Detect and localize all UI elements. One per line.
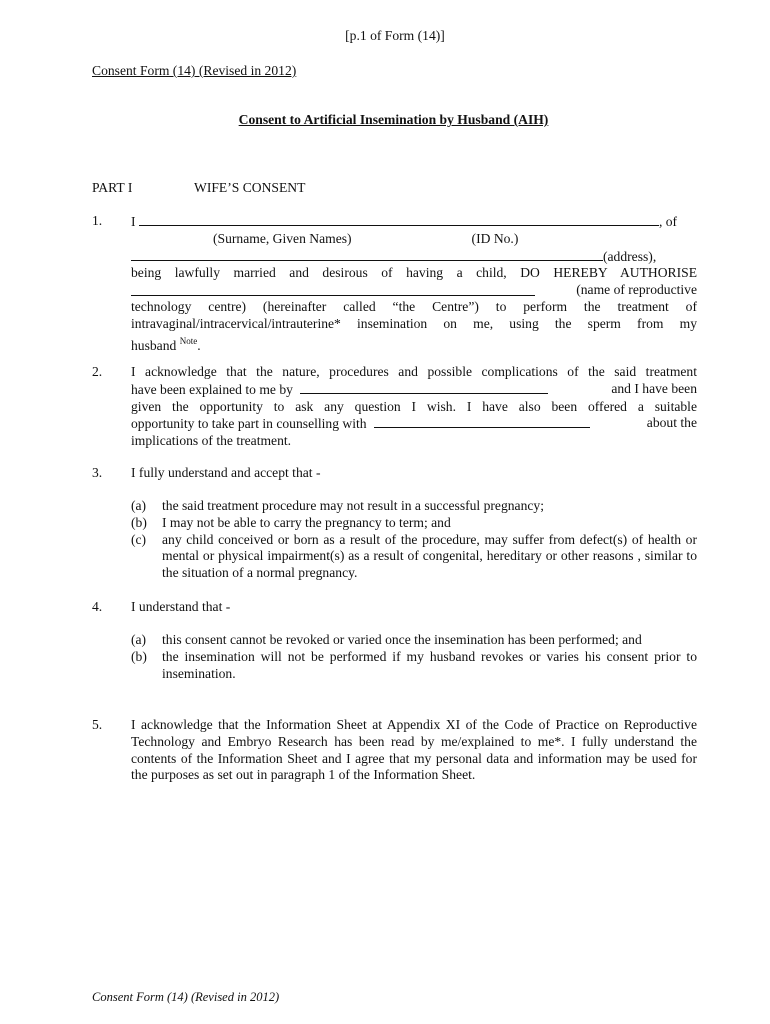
counselling-text: opportunity to take part in counselling with (131, 416, 367, 432)
of-text: , of (658, 214, 678, 229)
sub-item-3a (131, 498, 697, 515)
surname-hint: (Surname, Given Names) (213, 230, 352, 246)
address-blank[interactable] (131, 248, 603, 261)
item-1-line-7 (131, 333, 697, 355)
hint-line (131, 231, 697, 248)
address-line (131, 248, 697, 266)
item-4-body (131, 599, 697, 616)
item-1-line-6: intravaginal/intracervical/intrauterine* insemination on me, using the sperm from my (131, 315, 697, 331)
item-2-line-5: implications of the treatment. (131, 433, 292, 449)
sub-text: this consent cannot be revoked or varied once the insemination has been performed; and (162, 632, 642, 647)
part-label: PART I (92, 180, 133, 195)
sub-text: any child conceived or born as a result of the procedure, may suffer from defect(s) of health or mental or physical impairment(s) as a result of congenital, hereditary or other reasons , similar to the situation of a normal pregnancy. (162, 531, 697, 581)
item-2-line-2 (131, 381, 697, 399)
item-1-line-5: technology centre) (hereinafter called “the Centre”) to perform the treatment of (131, 298, 697, 314)
item-5-body: I acknowledge that the Information Sheet at Appendix XI of the Code of Practice on Reproductive Technology and Embryo Research has been read by me/explained to me*. I fully understand the contents of the Information Sheet and I agree that my personal data and information may be used for the purposes as set out in paragraph 1 of the Information Sheet. (131, 717, 697, 783)
note-mark: Note (179, 335, 198, 346)
centre-blank[interactable] (131, 283, 535, 296)
item-number-3: 3. (92, 465, 103, 480)
sub-label: (c) (131, 531, 147, 547)
document-title: Consent to Artificial Insemination by Husband (AIH) (238, 112, 549, 127)
item-2-line-1: I acknowledge that the nature, procedures and possible complications of the said treatment (131, 364, 697, 379)
sub-text: the said treatment procedure may not result in a successful pregnancy; (162, 498, 544, 513)
item-number-1: 1. (92, 213, 103, 228)
pronoun-i: I (131, 214, 136, 229)
husband-text: husband (131, 337, 177, 353)
centre-line (131, 282, 697, 299)
sub-item-3b (131, 515, 697, 532)
counsellor-blank[interactable] (374, 415, 590, 428)
sub-label: (b) (131, 648, 147, 664)
item-3-body (131, 465, 697, 482)
item-2-line-3: given the opportunity to ask any question I wish. I have also been offered a suitable (131, 398, 697, 414)
sub-item-3c (131, 532, 697, 582)
sub-label: (a) (131, 498, 147, 513)
period: . (197, 337, 201, 353)
about-the-text: about the (646, 415, 697, 431)
item-2-line-4 (131, 415, 697, 433)
item-number-5: 5. (92, 717, 103, 732)
item-number-2: 2. (92, 364, 103, 379)
sub-label: (b) (131, 514, 147, 530)
item-3-sublist (131, 498, 697, 582)
item-2-body (131, 364, 697, 450)
item-1-body (131, 213, 697, 354)
address-hint: (address), (603, 248, 657, 264)
page-reference: [p.1 of Form (14)] (345, 28, 445, 43)
have-been-text: and I have been (611, 380, 697, 396)
id-hint: (ID No.) (471, 230, 519, 246)
form-identifier: Consent Form (14) (Revised in 2012) (92, 63, 297, 78)
sub-item-4a (131, 632, 697, 649)
name-blank[interactable] (139, 213, 659, 226)
sub-text: I may not be able to carry the pregnancy to term; and (162, 514, 451, 530)
name-line (131, 213, 697, 231)
centre-hint: (name of reproductive (576, 282, 697, 298)
item-4-sublist (131, 632, 697, 682)
item-1-line-3: being lawfully married and desirous of having a child, DO HEREBY AUTHORISE (131, 265, 697, 281)
explained-by-blank[interactable] (300, 381, 548, 394)
sub-label: (a) (131, 632, 147, 647)
explained-by-text: have been explained to me by (131, 381, 293, 397)
item-3-intro: I fully understand and accept that - (131, 465, 321, 480)
item-4-intro: I understand that - (131, 599, 231, 614)
item-number-4: 4. (92, 599, 103, 614)
page-footer: Consent Form (14) (Revised in 2012) (92, 990, 280, 1004)
part-title: WIFE’S CONSENT (194, 180, 306, 195)
sub-text: the insemination will not be performed if my husband revokes or varies his consent prior to insemination. (162, 648, 697, 681)
sub-item-4b (131, 649, 697, 683)
